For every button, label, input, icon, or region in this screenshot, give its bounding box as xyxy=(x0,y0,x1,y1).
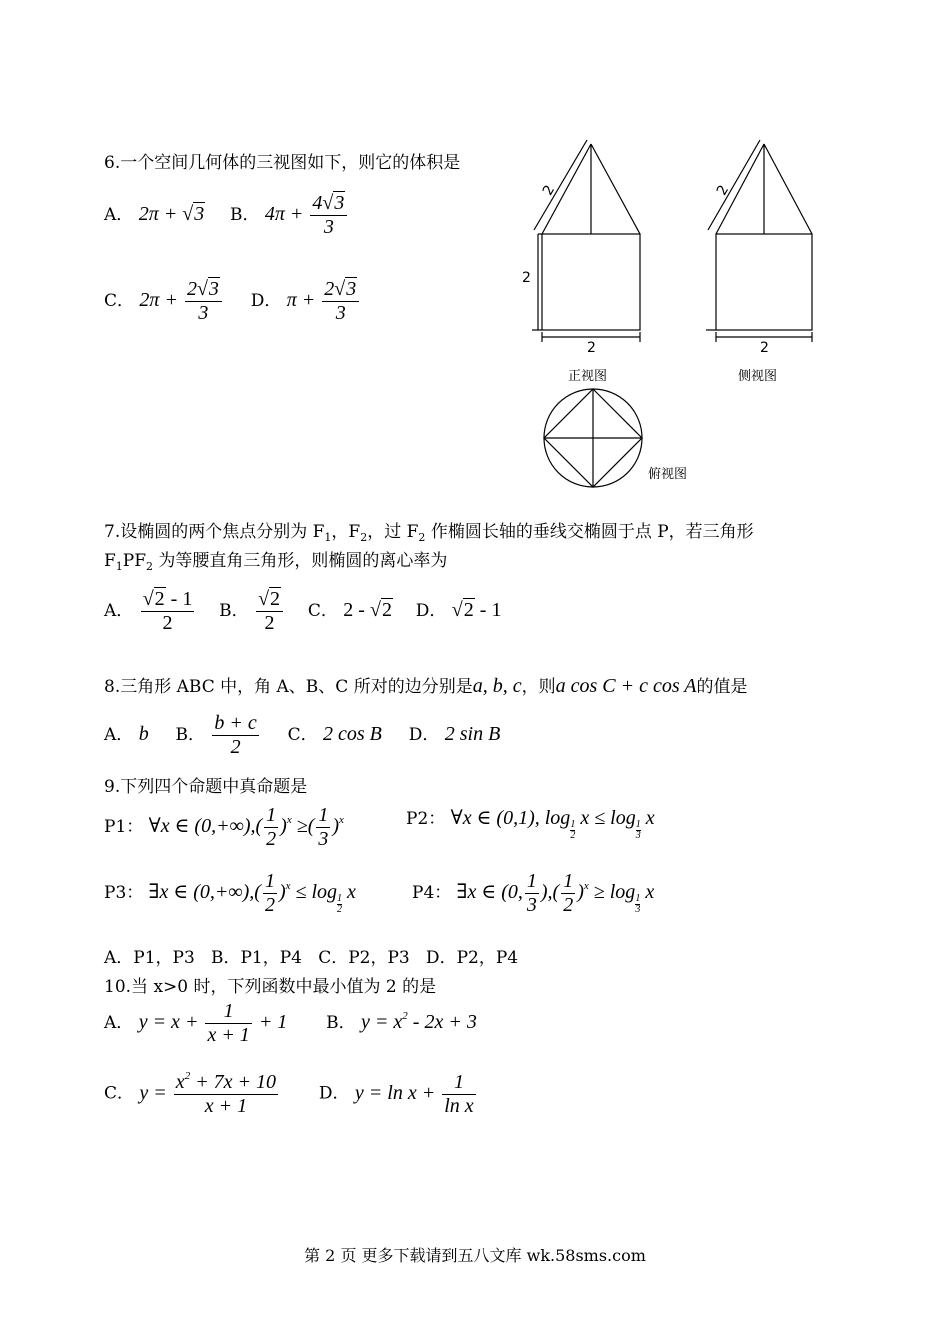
q10-option-a-label: A． xyxy=(104,1013,134,1034)
q10-option-d-value: y = ln x + $\frac{1}{\text{ln x}}$ xyxy=(354,1070,474,1117)
q6-stem: 6.一个空间几何体的三视图如下，则它的体积是 xyxy=(104,153,461,173)
q7-option-c-label: C． xyxy=(307,601,338,622)
q8-stem: 8.三角形 ABC 中，角 A、B、C 所对的边分别是a, b, c，则a cos C + c cos A的值是 xyxy=(104,675,748,697)
q7-option-a-label: A． xyxy=(104,601,134,622)
q6-options-ab xyxy=(104,192,349,239)
q6-option-b-label: B． xyxy=(230,205,260,226)
q6-option-d-label: D． xyxy=(250,291,282,312)
q8-option-c-label: C． xyxy=(287,725,318,746)
side-slant-label: 2 xyxy=(713,182,733,199)
front-slant-label: 2 xyxy=(539,182,559,199)
q6-options-cd xyxy=(104,278,361,325)
q10-option-d-label: D． xyxy=(318,1083,350,1104)
q7-option-b-label: B． xyxy=(219,601,249,622)
q10-option-c-label: C． xyxy=(104,1083,135,1104)
q9-p2: P2： ∀x ∈ (0,1), log $\frac{1}{2}$ x ≤ log $\frac{1}{3}$ x xyxy=(406,807,655,841)
q10-option-c-value: y = $\frac{x^2 + 7x + 10}{x + 1}$ xyxy=(139,1070,277,1117)
three-view-figure xyxy=(500,130,840,500)
q10-options-ab xyxy=(104,1000,477,1047)
q10-option-a-value: y = x + $\frac{1}{x + 1}$ + 1 xyxy=(138,1000,288,1046)
q7-options xyxy=(104,588,501,635)
q10-options-cd xyxy=(104,1070,478,1118)
q9-options: A．P1，P3 B．P1，P4 C．P2，P3 D．P2，P4 xyxy=(104,948,519,968)
q8-option-d-value: 2 sin B xyxy=(444,723,501,746)
q10-stem: 10.当 x>0 时，下列函数中最小值为 2 的是 xyxy=(104,977,437,997)
top-view-caption: 俯视图 xyxy=(648,467,688,482)
q8-option-d-label: D． xyxy=(408,725,440,746)
q7-option-d-label: D． xyxy=(415,601,447,622)
top-view-drawing xyxy=(544,389,642,487)
q6-option-d-value: π + $\frac{2√3}{3}$ xyxy=(287,289,362,311)
q9-stem: 9.下列四个命题中真命题是 xyxy=(104,777,308,797)
q9-p3: P3： ∃x ∈ (0,+∞),( $\frac{1}{2}$ )$^x$ ≤ log $\frac{1}{2}$ x xyxy=(104,870,356,916)
q8-option-c-value: 2 cos B xyxy=(323,723,382,746)
front-height-label: 2 xyxy=(522,270,531,286)
side-width-label: 2 xyxy=(760,340,769,356)
q10-option-b-value: $y = x^2 - 2x + 3$ xyxy=(361,1010,477,1034)
q7-option-a-value: $\frac{√2 - 1}{2}$ xyxy=(142,588,193,634)
q8-option-a-label: A． xyxy=(104,725,134,746)
front-width-label: 2 xyxy=(587,340,596,356)
page-footer: 第 2 页 更多下载请到五八文库 wk.58sms.com xyxy=(304,1246,646,1265)
front-view-drawing xyxy=(532,140,640,342)
q10-option-b-label: B． xyxy=(326,1013,356,1034)
q6-option-b-value: 4π + $\frac{4√3}{3}$ xyxy=(265,203,350,225)
q6-option-a-label: A． xyxy=(104,205,134,226)
q9-p4: P4： ∃x ∈ (0, $\frac{1}{3}$ ),( $\frac{1}{2}$ )$^x$ ≥ log $\frac{1}{3}$ x xyxy=(412,870,655,916)
q7-option-c-value: 2 - √2 xyxy=(343,599,392,622)
q8-option-a-value: b xyxy=(138,723,149,746)
q6-option-a-value: 2π + √3 xyxy=(138,203,205,226)
q7-stem-line1: 7.设椭圆的两个焦点分别为 $F_1$，$F_2$，过 $F_2$ 作椭圆长轴的垂线交椭圆于点 P，若三角形 xyxy=(104,522,754,544)
front-view-caption: 正视图 xyxy=(568,369,608,384)
q7-stem-line2: $F_1PF_2$ 为等腰直角三角形，则椭圆的离心率为 xyxy=(104,551,448,573)
side-view-caption: 侧视图 xyxy=(738,369,778,384)
q9-p1: P1： ∀x ∈ (0,+∞),( $\frac{1}{2}$ )$^x$ ≥( $\frac{1}{3}$ )$^x$ xyxy=(104,804,344,850)
q8-options xyxy=(104,712,500,759)
q7-option-d-value: √2 - 1 xyxy=(451,599,502,622)
q8-option-b-value: $\frac{b + c}{2}$ xyxy=(214,712,257,758)
q8-option-b-label: B． xyxy=(175,725,205,746)
side-view-drawing xyxy=(706,140,812,342)
q6-option-c-label: C． xyxy=(104,291,135,312)
q6-option-c-value: 2π + $\frac{2√3}{3}$ xyxy=(139,289,224,311)
q7-option-b-value: $\frac{√2}{2}$ xyxy=(254,599,285,621)
